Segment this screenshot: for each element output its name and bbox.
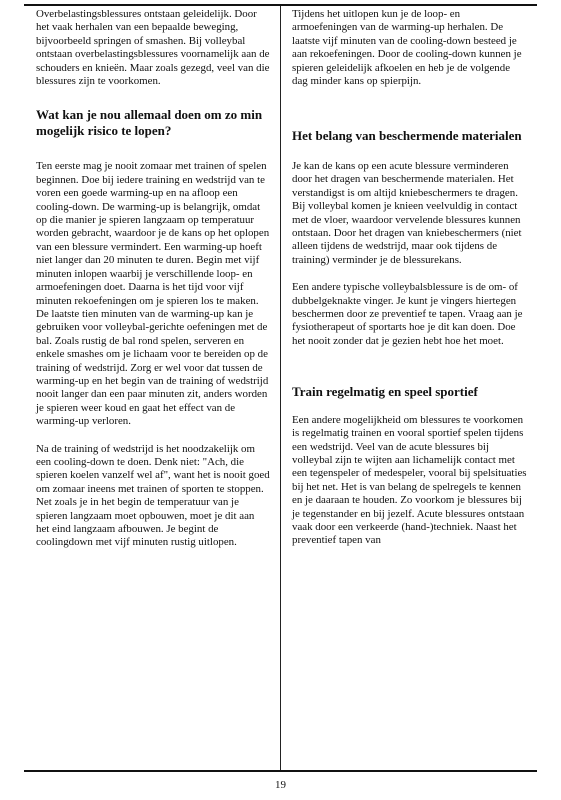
heading-train-regularly: Train regelmatig en speel sportief (292, 384, 478, 400)
heading-risk: Wat kan je nou allemaal doen om zo min mogelijk risico te lopen? (36, 107, 263, 138)
left-paragraph-3: Na de training of wedstrijd is het noodzakelijk om een cooling-down te doen. Denk niet: "Ach, die spieren koelen vanzelf wel af", want het is nooit goed om zomaar ineens met trainen of sporten te stoppen. Net zoals je in het begin de temperatuur van je spieren langzaam moet opbouwen, moet je dit aan het eind langzaam afbouwen. Je begint de coolingdown met vijf minuten rustig uitlopen. (36, 442, 270, 549)
right-paragraph-4: Een andere mogelijkheid om blessures te voorkomen is regelmatig trainen en vooral sportief spelen tijdens een wedstrijd. Veel van de acute blessures bij volleybal zijn te wijten aan lichamelijk contact met een tegenspeler of medespeler, vooral bij spelsituaties bij het net. Het is van belang de spelregels te kennen en je daaraan te houden. Zo voorkom je blessures bij je tegenstander en bij jezelf. Acute blessures ontstaan vaak door een verkeerde (hand-)techniek. Naast het preventief tapen van (292, 413, 527, 547)
right-paragraph-2: Je kan de kans op een acute blessure verminderen door het dragen van beschermende materialen. Het verstandigst is om altijd kniebeschermers te dragen. Bij volleybal komen je knieen veelvuldig in contact met de vloer, waardoor vervelende blessures kunnen ontstaan. Door het dragen van kniebeschermers (niet alleen tijdens de wedstrijd, maar ook tijdens de training) verminder je de blessurekans. (292, 159, 522, 266)
bottom-rule (24, 770, 537, 772)
heading-protective-materials: Het belang van beschermende materialen (292, 128, 522, 144)
left-paragraph-2: Ten eerste mag je nooit zomaar met trainen of spelen beginnen. Doe bij iedere training en wedstrijd van te voren een goede warming-up en na afloop een cooling-down. De warming-up is belangrijk, omdat op die manier je spieren langzaam op temperatuur worden gebracht, waardoor je de kans op het oplopen van een blessure vermindert. Een warming-up hoeft niet langer dan 20 minuten te duren. Begin met vijf minuten inlopen waarbij je verschillende loop- en armoefeningen doet. Daarna is het tijd voor vijf minuten rekoefeningen om je spieren los te maken. De laatste tien minuten van de warming-up kan je gebruiken voor volleybal-gerichte oefeningen met de bal. Zoals rustig de bal rond spelen, serveren en enkele smashes om je lichaam voor te bereiden op de training of wedstrijd. Zorg er wel voor dat tussen de warming-up en het begin van de training of wedstrijd nooit langer dan een paar minuten zit, anders worden je spieren weer koud en gaat het effect van de warming-up verloren. (36, 160, 270, 428)
right-paragraph-1: Tijdens het uitlopen kun je de loop- en armoefeningen van de warming-up herhalen. De laatste vijf minuten van de cooling-down besteed je aan rekoefeningen. Door de cooling-down kunnen je spieren geleidelijk afkoelen en heb je de volgende dag minder kans op spierpijn. (292, 8, 522, 88)
left-paragraph-1: Overbelastingsblessures ontstaan geleidelijk. Door het vaak herhalen van een bepaalde beweging, bijvoorbeeld springen of smashen. Bij volleybal ontstaan overbelastingsblessures voornamelijk aan de schouders en knieën. Maar zoals gezegd, veel van die blessures zijn te voorkomen. (36, 8, 270, 88)
left-column (36, 8, 270, 550)
column-divider (280, 6, 281, 770)
right-column (292, 8, 528, 548)
right-paragraph-3: Een andere typische volleybalsblessure is de om- of dubbelgeknakte vinger. Je kunt je vingers hiertegen beschermen door ze preventief te tapen. Vraag aan je fysiotherapeut of sportarts hoe je dit kan doen. Doe het nooit zonder dat je gezien hebt hoe het moet. (292, 281, 523, 347)
page-number: 19 (275, 779, 286, 791)
